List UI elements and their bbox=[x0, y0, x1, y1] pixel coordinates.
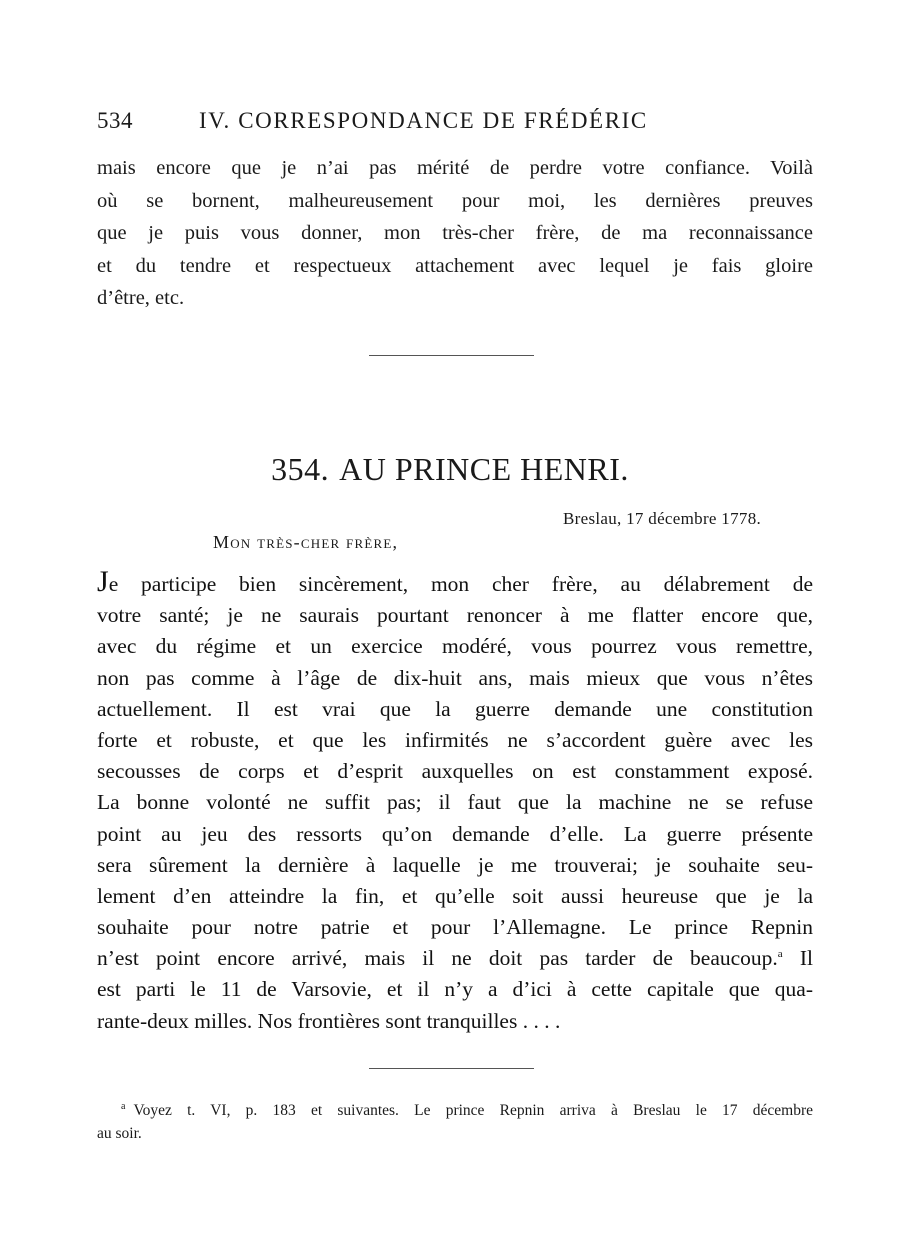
drop-cap: J bbox=[97, 565, 109, 598]
text-line: rante-deux milles. Nos frontières sont tranquilles . . . . bbox=[97, 1008, 561, 1033]
footnote-line bbox=[97, 1099, 813, 1122]
letter-body bbox=[97, 565, 813, 1037]
text-line: lement d’en atteindre la fin, et qu’elle soit aussi heureuse que je la bbox=[97, 883, 813, 908]
text-line: d’être, etc. bbox=[97, 287, 185, 309]
text-line: souhaite pour notre patrie et pour l’Allemagne. Le prince Repnin bbox=[97, 915, 813, 940]
previous-letter-ending bbox=[97, 152, 813, 315]
text-line: La bonne volonté ne suffit pas; il faut que la machine ne se refuse bbox=[97, 790, 813, 815]
footnote bbox=[97, 1099, 813, 1145]
text-line: non pas comme à l’âge de dix-huit ans, mais mieux que vous n’êtes bbox=[97, 665, 813, 690]
salutation: Mon très-cher frère, bbox=[213, 532, 399, 552]
dateline: Breslau, 17 décembre 1778. bbox=[563, 509, 762, 528]
text-line: avec du régime et un exercice modéré, vous pourrez vous remettre, bbox=[97, 634, 813, 659]
text-line: sera sûrement la dernière à laquelle je me trouverai; je souhaite seu- bbox=[97, 852, 813, 877]
letter-number: 354. bbox=[271, 451, 330, 487]
section-divider bbox=[369, 355, 534, 356]
text-line-part: Il bbox=[799, 946, 813, 971]
text-line: mais encore que je n’ai pas mérité de perdre votre confiance. Voilà bbox=[97, 157, 813, 179]
text-line bbox=[97, 565, 813, 600]
text-line-rest: e participe bien sincèrement, mon cher frère, au délabrement de bbox=[108, 572, 813, 596]
running-head bbox=[97, 108, 817, 140]
text-line: est parti le 11 de Varsovie, et il n’y a d’ici à cette capitale que qua- bbox=[97, 977, 813, 1002]
letter-heading bbox=[0, 451, 900, 488]
footnote-reference[interactable]: a bbox=[777, 948, 783, 961]
page-number: 534 bbox=[97, 108, 133, 133]
running-title: IV. CORRESPONDANCE DE FRÉDÉRIC bbox=[199, 108, 648, 133]
footnote-marker: a bbox=[121, 1100, 126, 1112]
text-line: forte et robuste, et que les infirmités ne s’accordent guère avec les bbox=[97, 727, 813, 752]
text-line: votre santé; je ne saurais pourtant renoncer à me flatter encore que, bbox=[97, 603, 813, 628]
text-line-part: n’est point encore arrivé, mais il ne doit pas tarder de beaucoup. bbox=[97, 946, 778, 971]
footnote-line: au soir. bbox=[97, 1125, 142, 1142]
text-line: point au jeu des ressorts qu’on demande d’elle. La guerre présente bbox=[97, 821, 813, 846]
text-line: où se bornent, malheureusement pour moi, les dernières preuves bbox=[97, 189, 813, 212]
letter-title: AU PRINCE HENRI. bbox=[339, 451, 629, 487]
footnote-divider bbox=[369, 1068, 534, 1069]
text-line: que je puis vous donner, mon très-cher frère, de ma reconnaissance bbox=[97, 222, 813, 244]
text-line: secousses de corps et d’esprit auxquelles on est constamment exposé. bbox=[97, 759, 813, 784]
text-line: actuellement. Il est vrai que la guerre demande une constitution bbox=[97, 696, 813, 721]
text-line bbox=[97, 943, 813, 974]
footnote-text: Voyez t. VI, p. 183 et suivantes. Le prince Repnin arriva à Breslau le 17 décembre bbox=[133, 1102, 813, 1119]
text-line: et du tendre et respectueux attachement avec lequel je fais gloire bbox=[97, 254, 813, 277]
